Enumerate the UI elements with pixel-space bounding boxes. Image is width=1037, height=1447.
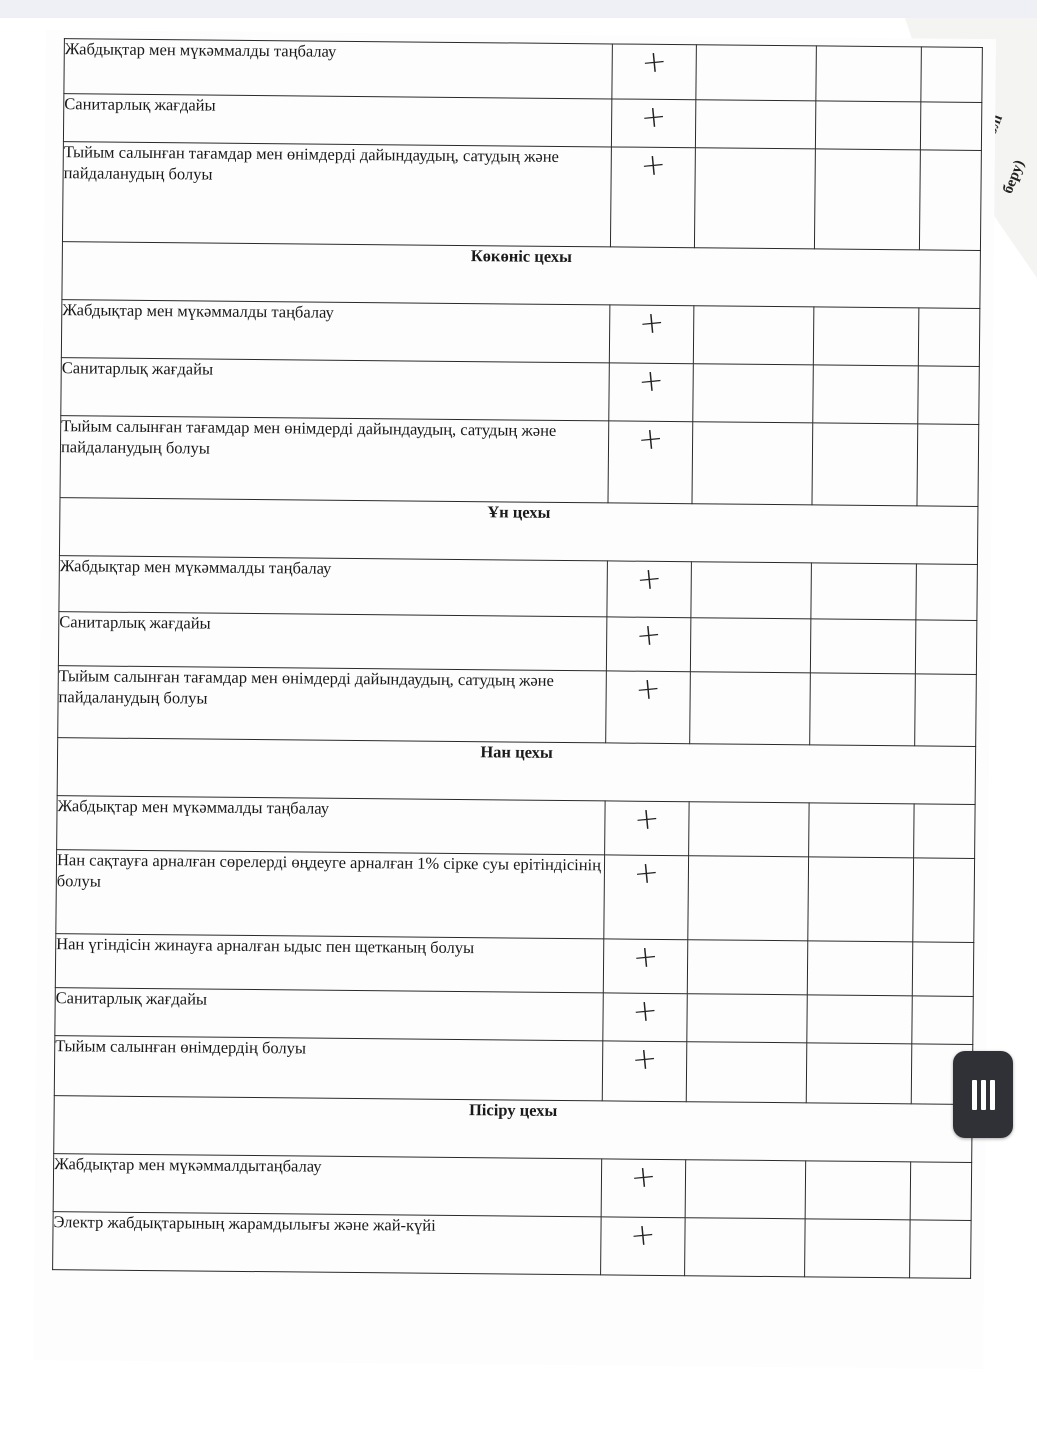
compliance-cell	[603, 993, 687, 1042]
criterion-label: Тыйым салынған тағамдар мен өнімдерді дайындаудың, сатудың және пайдаланудың болуы	[62, 142, 611, 247]
empty-cell	[807, 995, 912, 1044]
criterion-label: Санитарлық жағдайы	[61, 358, 610, 421]
inspection-checklist-table	[52, 38, 983, 1279]
handwritten-plus-mark: +	[633, 670, 663, 708]
empty-cell	[919, 150, 981, 251]
criterion-label: Жабдықтар мен мүкәммалдытаңбалау	[53, 1154, 602, 1217]
handwritten-plus-mark: +	[630, 1040, 659, 1078]
checklist-row	[58, 666, 977, 747]
empty-cell	[811, 563, 917, 620]
handwritten-plus-mark: +	[630, 992, 660, 1030]
criterion-label: Нан сақтауға арналған сөрелерді өңдеуге арналған 1% сірке суы ерітіндісінің болуы	[56, 850, 605, 939]
criterion-label: Жабдықтар мен мүкәммалды таңбалау	[61, 300, 610, 363]
criterion-label: Жабдықтар мен мүкәммалды таңбалау	[57, 796, 605, 855]
checklist-row	[53, 1212, 972, 1279]
empty-cell	[810, 619, 916, 674]
corner-fragment-3: беру)	[1000, 157, 1028, 196]
criterion-label: Тыйым салынған тағамдар мен өнімдерді дайындаудың, сатудың және пайдаланудың болуы	[58, 666, 607, 743]
empty-cell	[914, 804, 976, 859]
compliance-cell	[611, 99, 695, 148]
empty-cell	[918, 366, 980, 425]
empty-cell	[806, 1043, 912, 1104]
handwritten-plus-mark: +	[639, 98, 668, 136]
handwritten-plus-mark: +	[632, 800, 662, 838]
checklist-row	[57, 796, 975, 859]
compliance-cell	[601, 1217, 686, 1276]
empty-cell	[805, 1161, 911, 1220]
section-header-row	[57, 738, 976, 805]
empty-cell	[692, 422, 813, 505]
empty-cell	[688, 856, 809, 941]
menu-icon-bar	[990, 1080, 995, 1110]
checklist-row	[61, 300, 980, 367]
empty-cell	[912, 996, 973, 1045]
empty-cell	[689, 802, 810, 857]
criterion-label: Электр жабдықтарының жарамдылығы және жай-күйі	[53, 1212, 602, 1275]
section-header-row	[54, 1096, 973, 1163]
empty-cell	[685, 1218, 806, 1277]
criterion-label: Санитарлық жағдайы	[63, 94, 611, 147]
empty-cell	[809, 803, 915, 858]
checklist-row	[61, 358, 980, 425]
handwritten-plus-mark: +	[634, 616, 663, 654]
menu-icon-bar	[972, 1080, 977, 1110]
handwritten-plus-mark: +	[639, 43, 669, 81]
empty-cell	[812, 423, 918, 506]
empty-cell	[912, 942, 974, 997]
empty-cell	[917, 424, 979, 507]
section-title: Пісіру цехы	[54, 1096, 973, 1163]
empty-cell	[913, 858, 975, 943]
handwritten-plus-mark: +	[638, 146, 668, 184]
checklist-row	[54, 1036, 973, 1105]
scanned-document-page	[33, 30, 996, 1369]
empty-cell	[916, 564, 978, 621]
empty-cell	[814, 149, 920, 250]
empty-cell	[813, 365, 919, 424]
criterion-label: Жабдықтар мен мүкәммалды таңбалау	[64, 39, 613, 99]
empty-cell	[810, 673, 916, 746]
empty-cell	[690, 618, 811, 673]
checklist-row	[55, 988, 973, 1045]
handwritten-plus-mark: +	[632, 854, 661, 892]
criterion-label: Жабдықтар мен мүкәммалды таңбалау	[59, 556, 608, 617]
section-header-row	[62, 242, 981, 309]
empty-cell	[687, 994, 807, 1043]
checklist-row	[58, 612, 976, 675]
checklist-row	[53, 1154, 972, 1221]
empty-cell	[918, 308, 980, 367]
empty-cell	[695, 100, 815, 149]
empty-cell	[691, 562, 812, 619]
checklist-row	[60, 416, 979, 507]
empty-cell	[696, 45, 817, 101]
empty-cell	[808, 857, 914, 942]
criterion-label: Тыйым салынған тағамдар мен өнімдерді дайындаудың, сатудың және пайдаланудың болуы	[60, 416, 609, 503]
viewer-top-bar	[0, 0, 1037, 18]
compliance-cell	[606, 671, 691, 744]
section-header-row	[59, 498, 978, 565]
empty-cell	[910, 1162, 972, 1221]
compliance-cell	[608, 421, 693, 504]
empty-cell	[816, 46, 922, 102]
compliance-cell	[612, 44, 697, 100]
handwritten-plus-mark: +	[629, 1158, 658, 1196]
empty-cell	[693, 306, 814, 365]
empty-cell	[807, 941, 913, 996]
handwritten-plus-mark: +	[631, 938, 660, 976]
checklist-row	[56, 850, 975, 943]
empty-cell	[910, 1220, 972, 1279]
section-title: Ұн цехы	[59, 498, 978, 565]
compliance-cell	[607, 561, 692, 618]
empty-cell	[921, 47, 983, 103]
section-title: Нан цехы	[57, 738, 976, 805]
menu-button[interactable]	[953, 1051, 1013, 1138]
empty-cell	[815, 101, 920, 150]
checklist-row	[55, 934, 973, 997]
handwritten-plus-mark: +	[628, 1216, 658, 1254]
empty-cell	[694, 148, 815, 249]
handwritten-plus-mark: +	[636, 420, 665, 458]
empty-cell	[915, 620, 977, 675]
empty-cell	[686, 1042, 807, 1103]
criterion-label: Тыйым салынған өнімдердің болуы	[54, 1036, 603, 1101]
handwritten-plus-mark: +	[637, 304, 666, 342]
checklist-body	[53, 39, 983, 1279]
compliance-cell	[601, 1159, 686, 1218]
compliance-cell	[609, 363, 694, 422]
criterion-label: Санитарлық жағдайы	[55, 988, 603, 1041]
empty-cell	[693, 364, 814, 423]
empty-cell	[920, 102, 981, 151]
compliance-cell	[610, 147, 695, 248]
empty-cell	[685, 1160, 806, 1219]
checklist-row	[64, 39, 982, 103]
menu-icon-bar	[981, 1080, 986, 1110]
empty-cell	[690, 672, 811, 745]
empty-cell	[687, 940, 808, 995]
empty-cell	[805, 1219, 911, 1278]
section-title: Көкөніс цехы	[62, 242, 981, 309]
empty-cell	[915, 674, 977, 747]
compliance-cell	[603, 939, 688, 994]
empty-cell	[813, 307, 919, 366]
criterion-label: Нан үгіндісін жинауға арналған ыдыс пен щетканың болуы	[55, 934, 603, 993]
checklist-row	[59, 556, 977, 621]
handwritten-plus-mark: +	[634, 560, 664, 598]
handwritten-plus-mark: +	[636, 362, 666, 400]
compliance-cell	[605, 801, 690, 856]
compliance-cell	[602, 1041, 687, 1102]
compliance-cell	[606, 617, 691, 672]
checklist-row	[63, 94, 981, 151]
checklist-row	[62, 142, 981, 251]
compliance-cell	[609, 305, 694, 364]
criterion-label: Санитарлық жағдайы	[58, 612, 606, 671]
compliance-cell	[604, 855, 689, 940]
